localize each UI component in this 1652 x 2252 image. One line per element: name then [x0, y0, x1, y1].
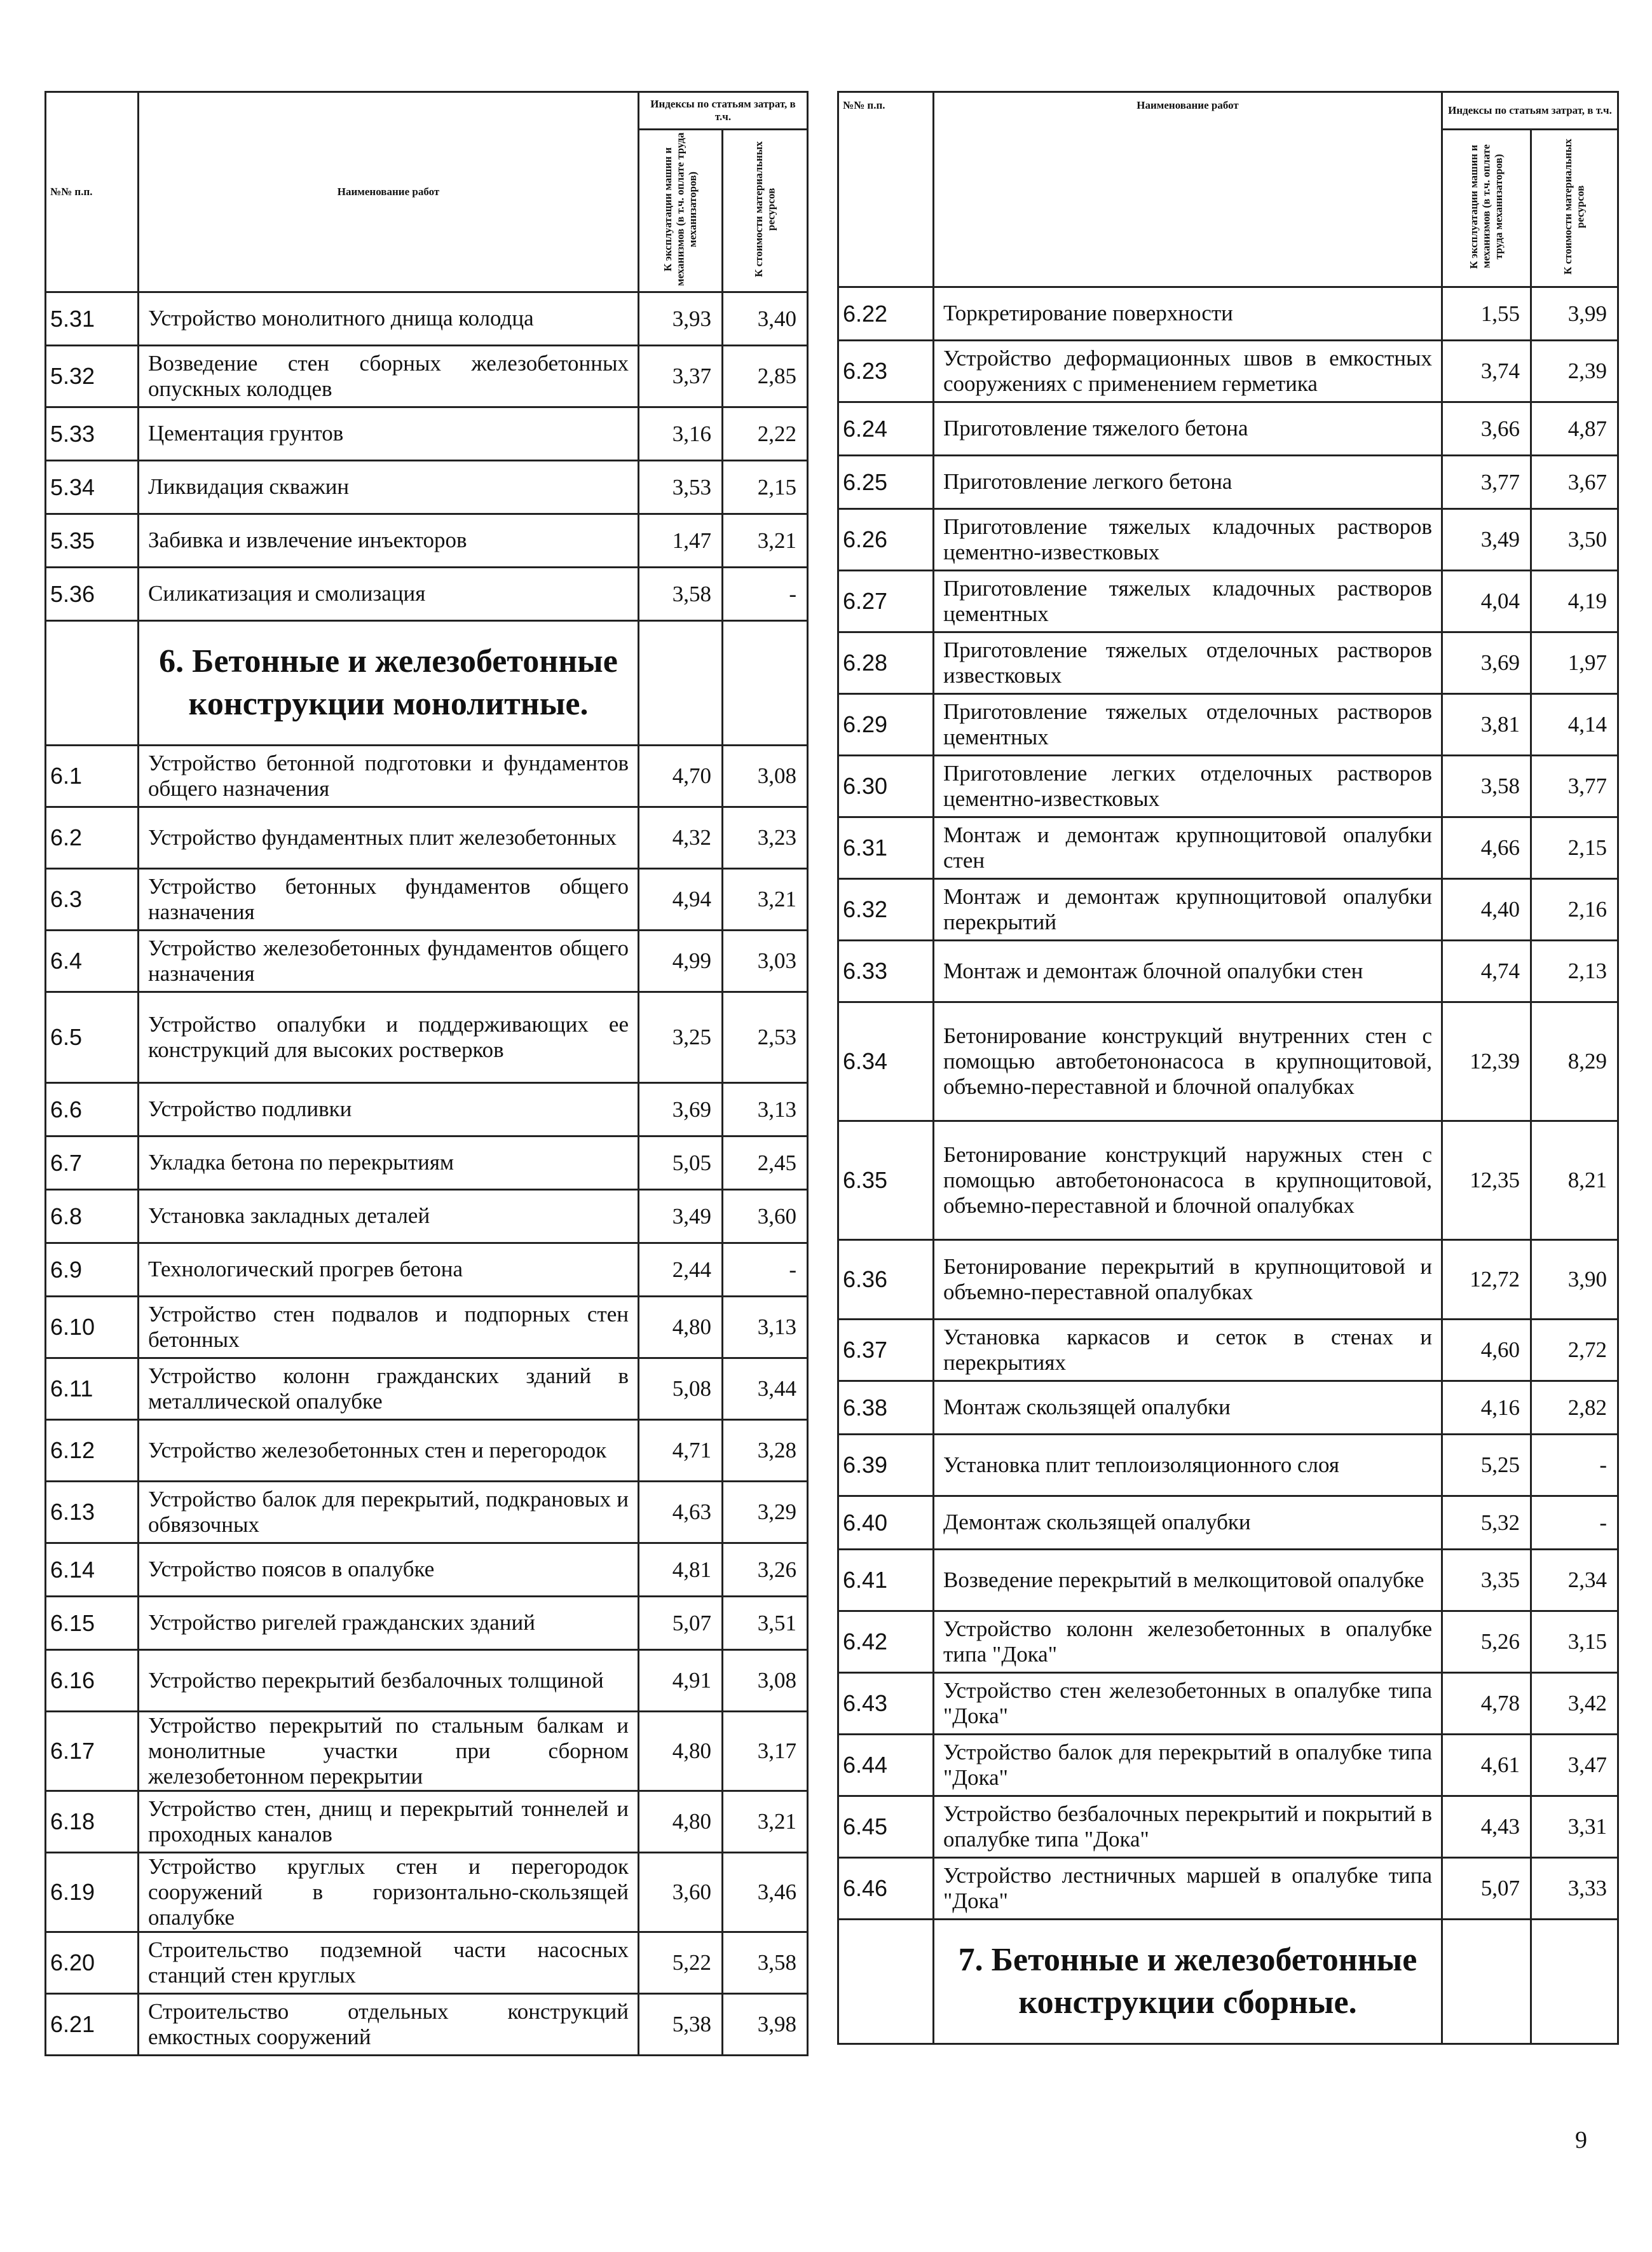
section-k1-cell [1442, 1920, 1531, 2044]
item-number: 6.4 [46, 931, 139, 992]
table-row [46, 746, 808, 807]
table-row [838, 1320, 1618, 1381]
index-k1: 3,77 [1442, 456, 1531, 509]
item-name: Торкретирование поверхности [934, 287, 1442, 341]
header-name: Наименование работ [934, 92, 1442, 287]
item-number: 6.35 [838, 1121, 934, 1240]
header-k2: К стоимости материальных ресурсов [1531, 130, 1618, 287]
index-k2: 3,29 [723, 1482, 808, 1543]
item-number: 6.15 [46, 1597, 139, 1650]
item-number: 6.7 [46, 1136, 139, 1190]
index-k1: 3,74 [1442, 341, 1531, 402]
index-k1: 3,81 [1442, 694, 1531, 756]
index-k1: 3,37 [639, 346, 723, 407]
table-row [838, 571, 1618, 632]
table-row [838, 817, 1618, 879]
left-table-body [46, 292, 808, 2056]
item-number: 6.23 [838, 341, 934, 402]
item-name: Устройство стен, днищ и перекрытий тоннелей и проходных каналов [139, 1791, 639, 1853]
item-number: 6.11 [46, 1358, 139, 1420]
index-k2: 2,34 [1531, 1550, 1618, 1611]
index-k1: 4,43 [1442, 1796, 1531, 1858]
item-name: Устройство деформационных швов в емкостных сооружениях с применением герметика [934, 341, 1442, 402]
index-k2: 2,72 [1531, 1320, 1618, 1381]
table-row [46, 292, 808, 346]
table-row [838, 1550, 1618, 1611]
table-row [838, 1121, 1618, 1240]
item-name: Цементация грунтов [139, 407, 639, 461]
section-title: 7. Бетонные и железобетонные конструкции сборные. [934, 1920, 1442, 2044]
item-number: 6.45 [838, 1796, 934, 1858]
item-name: Устройство железобетонных стен и перегородок [139, 1420, 639, 1482]
item-number: 6.25 [838, 456, 934, 509]
table-row [838, 1002, 1618, 1121]
index-k1: 4,99 [639, 931, 723, 992]
section-num-cell [46, 621, 139, 746]
table-row [46, 346, 808, 407]
item-number: 6.29 [838, 694, 934, 756]
item-name: Устройство фундаментных плит железобетонных [139, 807, 639, 869]
index-k1: 3,25 [639, 992, 723, 1083]
index-k2: 8,21 [1531, 1121, 1618, 1240]
index-k2: 3,08 [723, 1650, 808, 1712]
index-k2: 3,15 [1531, 1611, 1618, 1673]
table-row [46, 992, 808, 1083]
table-row [838, 694, 1618, 756]
index-k2: 3,50 [1531, 509, 1618, 571]
item-number: 6.32 [838, 879, 934, 941]
header-name: Наименование работ [139, 92, 639, 292]
item-name: Строительство отдельных конструкций емкостных сооружений [139, 1994, 639, 2056]
table-row [838, 632, 1618, 694]
item-name: Устройство лестничных маршей в опалубке типа "Дока" [934, 1858, 1442, 1920]
item-name: Установка закладных деталей [139, 1190, 639, 1243]
table-row [838, 509, 1618, 571]
index-k2: 3,31 [1531, 1796, 1618, 1858]
index-k2: 3,08 [723, 746, 808, 807]
item-name: Устройство перекрытий безбалочных толщиной [139, 1650, 639, 1712]
item-number: 5.36 [46, 568, 139, 621]
header-k1: К эксплуатации машин и механизмов (в т.ч. оплате труда механизаторов) [639, 130, 723, 292]
table-row [46, 1358, 808, 1420]
item-name: Технологический прогрев бетона [139, 1243, 639, 1297]
index-k2: 3,33 [1531, 1858, 1618, 1920]
item-name: Устройство монолитного днища колодца [139, 292, 639, 346]
header-group: Индексы по статьям затрат, в т.ч. [639, 92, 808, 130]
index-k2: 2,16 [1531, 879, 1618, 941]
item-number: 6.36 [838, 1240, 934, 1320]
item-number: 6.9 [46, 1243, 139, 1297]
item-number: 6.27 [838, 571, 934, 632]
index-k1: 4,80 [639, 1712, 723, 1791]
table-row [838, 1735, 1618, 1796]
item-name: Бетонирование перекрытий в крупнощитовой и объемно-переставной опалубках [934, 1240, 1442, 1320]
index-k1: 5,25 [1442, 1435, 1531, 1496]
table-row [46, 869, 808, 931]
index-k2: 3,21 [723, 1791, 808, 1853]
table-row [46, 1083, 808, 1136]
left-index-table [44, 91, 809, 2056]
index-k1: 5,32 [1442, 1496, 1531, 1550]
item-number: 6.6 [46, 1083, 139, 1136]
table-row [46, 1482, 808, 1543]
item-name: Бетонирование конструкций наружных стен с помощью автобетононасоса в крупнощитовой, объемно-переставной и блочной опалубках [934, 1121, 1442, 1240]
index-k1: 3,49 [1442, 509, 1531, 571]
item-name: Монтаж скользящей опалубки [934, 1381, 1442, 1435]
item-name: Приготовление тяжелых кладочных растворов цементных [934, 571, 1442, 632]
index-k1: 4,61 [1442, 1735, 1531, 1796]
item-name: Монтаж и демонтаж крупнощитовой опалубки перекрытий [934, 879, 1442, 941]
item-name: Монтаж и демонтаж блочной опалубки стен [934, 941, 1442, 1002]
section-header-row [46, 621, 808, 746]
index-k2: - [723, 568, 808, 621]
index-k1: 3,66 [1442, 402, 1531, 456]
item-name: Приготовление тяжелых отделочных растворов известковых [934, 632, 1442, 694]
item-name: Приготовление тяжелых кладочных растворов цементно-известковых [934, 509, 1442, 571]
index-k2: 3,13 [723, 1083, 808, 1136]
section-header-row [838, 1920, 1618, 2044]
item-number: 6.19 [46, 1853, 139, 1932]
index-k1: 4,81 [639, 1543, 723, 1597]
item-name: Устройство бетонной подготовки и фундаментов общего назначения [139, 746, 639, 807]
item-name: Устройство колонн гражданских зданий в металлической опалубке [139, 1358, 639, 1420]
item-number: 6.26 [838, 509, 934, 571]
table-row [46, 568, 808, 621]
index-k1: 3,49 [639, 1190, 723, 1243]
item-number: 5.31 [46, 292, 139, 346]
table-row [46, 1543, 808, 1597]
item-name: Укладка бетона по перекрытиям [139, 1136, 639, 1190]
index-k2: - [1531, 1496, 1618, 1550]
item-name: Устройство стен подвалов и подпорных стен бетонных [139, 1297, 639, 1358]
item-number: 6.30 [838, 756, 934, 817]
index-k2: 3,40 [723, 292, 808, 346]
item-name: Устройство балок для перекрытий в опалубке типа "Дока" [934, 1735, 1442, 1796]
item-number: 5.32 [46, 346, 139, 407]
header-k2: К стоимости материальных ресурсов [723, 130, 808, 292]
index-k2: 2,22 [723, 407, 808, 461]
item-number: 5.34 [46, 461, 139, 514]
index-k2: 3,77 [1531, 756, 1618, 817]
item-name: Устройство поясов в опалубке [139, 1543, 639, 1597]
index-k2: 3,58 [723, 1932, 808, 1994]
index-k2: 3,21 [723, 869, 808, 931]
index-k1: 1,47 [639, 514, 723, 568]
section-k1-cell [639, 621, 723, 746]
index-k1: 4,91 [639, 1650, 723, 1712]
index-k2: 3,51 [723, 1597, 808, 1650]
index-k2: 4,14 [1531, 694, 1618, 756]
item-name: Приготовление легких отделочных растворов цементно-известковых [934, 756, 1442, 817]
item-number: 6.2 [46, 807, 139, 869]
header-group: Индексы по статьям затрат, в т.ч. [1442, 92, 1618, 130]
item-number: 6.5 [46, 992, 139, 1083]
right-table-body [838, 287, 1618, 2044]
index-k2: 3,28 [723, 1420, 808, 1482]
table-row [838, 756, 1618, 817]
item-name: Монтаж и демонтаж крупнощитовой опалубки стен [934, 817, 1442, 879]
index-k2: 1,97 [1531, 632, 1618, 694]
item-name: Устройство ригелей гражданских зданий [139, 1597, 639, 1650]
index-k1: 12,72 [1442, 1240, 1531, 1320]
table-row [838, 1240, 1618, 1320]
item-number: 6.20 [46, 1932, 139, 1994]
index-k2: 3,03 [723, 931, 808, 992]
table-row [46, 1932, 808, 1994]
index-k2: 3,67 [1531, 456, 1618, 509]
index-k2: 3,17 [723, 1712, 808, 1791]
table-row [46, 407, 808, 461]
table-row [46, 1994, 808, 2056]
item-number: 6.12 [46, 1420, 139, 1482]
left-table-container [44, 91, 807, 2056]
item-number: 6.14 [46, 1543, 139, 1597]
index-k1: 5,22 [639, 1932, 723, 1994]
table-row [46, 1243, 808, 1297]
index-k1: 3,53 [639, 461, 723, 514]
item-number: 6.24 [838, 402, 934, 456]
table-row [838, 1673, 1618, 1735]
item-number: 6.46 [838, 1858, 934, 1920]
table-row [838, 879, 1618, 941]
item-name: Возведение стен сборных железобетонных опускных колодцев [139, 346, 639, 407]
index-k2: 4,87 [1531, 402, 1618, 456]
item-number: 5.35 [46, 514, 139, 568]
item-number: 6.13 [46, 1482, 139, 1543]
table-row [838, 341, 1618, 402]
table-row [46, 1597, 808, 1650]
item-name: Устройство балок для перекрытий, подкрановых и обвязочных [139, 1482, 639, 1543]
table-row [46, 514, 808, 568]
header-num: №№ п.п. [46, 92, 139, 292]
index-k1: 4,60 [1442, 1320, 1531, 1381]
item-number: 6.39 [838, 1435, 934, 1496]
index-k2: 2,39 [1531, 341, 1618, 402]
item-name: Забивка и извлечение инъекторов [139, 514, 639, 568]
index-k1: 4,66 [1442, 817, 1531, 879]
item-name: Возведение перекрытий в мелкощитовой опалубке [934, 1550, 1442, 1611]
item-name: Силикатизация и смолизация [139, 568, 639, 621]
item-name: Строительство подземной части насосных станций стен круглых [139, 1932, 639, 1994]
item-number: 6.37 [838, 1320, 934, 1381]
index-k2: 3,21 [723, 514, 808, 568]
index-k1: 1,55 [1442, 287, 1531, 341]
index-k1: 4,94 [639, 869, 723, 931]
index-k1: 12,39 [1442, 1002, 1531, 1121]
index-k1: 4,80 [639, 1297, 723, 1358]
index-k1: 4,32 [639, 807, 723, 869]
index-k2: 3,98 [723, 1994, 808, 2056]
index-k1: 3,69 [639, 1083, 723, 1136]
item-number: 6.1 [46, 746, 139, 807]
table-row [46, 461, 808, 514]
item-name: Устройство подливки [139, 1083, 639, 1136]
item-number: 6.38 [838, 1381, 934, 1435]
index-k1: 4,74 [1442, 941, 1531, 1002]
item-name: Приготовление легкого бетона [934, 456, 1442, 509]
table-row [46, 1420, 808, 1482]
item-number: 6.43 [838, 1673, 934, 1735]
index-k1: 3,58 [1442, 756, 1531, 817]
item-name: Устройство круглых стен и перегородок сооружений в горизонтально-скользящей опалубке [139, 1853, 639, 1932]
table-row [46, 1297, 808, 1358]
item-name: Устройство перекрытий по стальным балкам и монолитные участки при сборном железобетонном перекрытии [139, 1712, 639, 1791]
index-k2: 3,26 [723, 1543, 808, 1597]
index-k2: 3,13 [723, 1297, 808, 1358]
table-row [838, 1796, 1618, 1858]
item-name: Устройство колонн железобетонных в опалубке типа "Дока" [934, 1611, 1442, 1673]
item-number: 6.40 [838, 1496, 934, 1550]
index-k2: 3,47 [1531, 1735, 1618, 1796]
index-k2: - [1531, 1435, 1618, 1496]
table-row [46, 1136, 808, 1190]
index-k1: 5,07 [639, 1597, 723, 1650]
item-name: Устройство бетонных фундаментов общего назначения [139, 869, 639, 931]
item-name: Демонтаж скользящей опалубки [934, 1496, 1442, 1550]
index-k2: 4,19 [1531, 571, 1618, 632]
item-number: 6.42 [838, 1611, 934, 1673]
index-k1: 5,26 [1442, 1611, 1531, 1673]
table-row [46, 1650, 808, 1712]
table-row [46, 931, 808, 992]
index-k1: 4,40 [1442, 879, 1531, 941]
item-name: Установка плит теплоизоляционного слоя [934, 1435, 1442, 1496]
index-k2: 3,44 [723, 1358, 808, 1420]
index-k1: 4,78 [1442, 1673, 1531, 1735]
index-k1: 4,63 [639, 1482, 723, 1543]
index-k1: 5,05 [639, 1136, 723, 1190]
right-table-container [837, 91, 1617, 2045]
item-name: Ликвидация скважин [139, 461, 639, 514]
item-number: 6.28 [838, 632, 934, 694]
item-number: 6.31 [838, 817, 934, 879]
item-number: 6.8 [46, 1190, 139, 1243]
item-number: 5.33 [46, 407, 139, 461]
index-k2: 3,46 [723, 1853, 808, 1932]
item-name: Устройство безбалочных перекрытий и покрытий в опалубке типа "Дока" [934, 1796, 1442, 1858]
index-k1: 3,58 [639, 568, 723, 621]
index-k1: 4,16 [1442, 1381, 1531, 1435]
index-k2: 2,13 [1531, 941, 1618, 1002]
index-k1: 3,35 [1442, 1550, 1531, 1611]
table-row [838, 287, 1618, 341]
index-k1: 4,71 [639, 1420, 723, 1482]
index-k2: 8,29 [1531, 1002, 1618, 1121]
item-number: 6.33 [838, 941, 934, 1002]
index-k1: 3,93 [639, 292, 723, 346]
item-name: Устройство стен железобетонных в опалубке типа "Дока" [934, 1673, 1442, 1735]
table-row [46, 1712, 808, 1791]
index-k2: 2,45 [723, 1136, 808, 1190]
right-index-table [837, 91, 1619, 2045]
item-number: 6.3 [46, 869, 139, 931]
index-k2: 2,15 [1531, 817, 1618, 879]
item-number: 6.18 [46, 1791, 139, 1853]
item-number: 6.16 [46, 1650, 139, 1712]
section-title: 6. Бетонные и железобетонные конструкции монолитные. [139, 621, 639, 746]
item-number: 6.22 [838, 287, 934, 341]
index-k2: - [723, 1243, 808, 1297]
index-k1: 5,08 [639, 1358, 723, 1420]
item-name: Приготовление тяжелого бетона [934, 402, 1442, 456]
table-row [46, 807, 808, 869]
header-k1: К эксплуатации машин и механизмов (в т.ч. оплате труда механизаторов) [1442, 130, 1531, 287]
index-k2: 2,53 [723, 992, 808, 1083]
index-k2: 3,90 [1531, 1240, 1618, 1320]
index-k1: 3,60 [639, 1853, 723, 1932]
table-row [838, 1381, 1618, 1435]
item-name: Установка каркасов и сеток в стенах и перекрытиях [934, 1320, 1442, 1381]
index-k2: 2,82 [1531, 1381, 1618, 1435]
index-k1: 2,44 [639, 1243, 723, 1297]
index-k1: 3,16 [639, 407, 723, 461]
item-number: 6.44 [838, 1735, 934, 1796]
index-k2: 3,42 [1531, 1673, 1618, 1735]
table-row [838, 1611, 1618, 1673]
index-k1: 5,38 [639, 1994, 723, 2056]
index-k1: 4,04 [1442, 571, 1531, 632]
index-k1: 12,35 [1442, 1121, 1531, 1240]
item-number: 6.41 [838, 1550, 934, 1611]
section-k2-cell [1531, 1920, 1618, 2044]
table-row [838, 1496, 1618, 1550]
table-row [838, 941, 1618, 1002]
index-k2: 2,85 [723, 346, 808, 407]
page-number: 9 [1575, 2127, 1587, 2153]
index-k1: 3,69 [1442, 632, 1531, 694]
index-k2: 3,99 [1531, 287, 1618, 341]
item-name: Устройство железобетонных фундаментов общего назначения [139, 931, 639, 992]
index-k1: 5,07 [1442, 1858, 1531, 1920]
index-k1: 4,80 [639, 1791, 723, 1853]
item-name: Приготовление тяжелых отделочных растворов цементных [934, 694, 1442, 756]
index-k1: 4,70 [639, 746, 723, 807]
item-name: Бетонирование конструкций внутренних стен с помощью автобетононасоса в крупнощитовой, объемно-переставной и блочной опалубках [934, 1002, 1442, 1121]
section-num-cell [838, 1920, 934, 2044]
item-number: 6.34 [838, 1002, 934, 1121]
item-number: 6.10 [46, 1297, 139, 1358]
index-k2: 3,60 [723, 1190, 808, 1243]
index-k2: 2,15 [723, 461, 808, 514]
table-row [838, 1435, 1618, 1496]
item-number: 6.17 [46, 1712, 139, 1791]
table-row [838, 402, 1618, 456]
item-number: 6.21 [46, 1994, 139, 2056]
table-row [46, 1190, 808, 1243]
table-row [838, 456, 1618, 509]
table-row [46, 1791, 808, 1853]
table-row [838, 1858, 1618, 1920]
section-k2-cell [723, 621, 808, 746]
item-name: Устройство опалубки и поддерживающих ее конструкций для высоких ростверков [139, 992, 639, 1083]
table-row [46, 1853, 808, 1932]
header-num: №№ п.п. [838, 92, 934, 287]
index-k2: 3,23 [723, 807, 808, 869]
